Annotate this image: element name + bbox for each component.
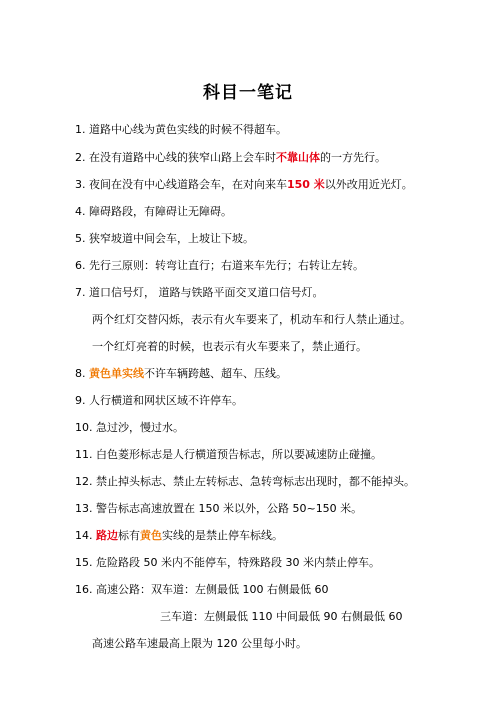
note-3 (75, 178, 413, 192)
note-15: 15. 危险路段 50 米内不能停车，特殊路段 30 米内禁止停车。 (75, 556, 380, 569)
note-8-text-a: 8. (75, 367, 89, 380)
note-6: 6. 先行三原则：转弯让直行；右道来车先行；右转让左转。 (75, 259, 364, 272)
note-16: 16. 高速公路：双车道：左侧最低 100 右侧最低 60 (75, 583, 329, 596)
note-14-highlight-1: 路边 (96, 529, 118, 542)
note-1: 1. 道路中心线为黄色实线的时候不得超车。 (75, 123, 287, 136)
note-5: 5. 狭窄坡道中间会车，上坡让下坡。 (75, 232, 254, 245)
note-12: 12. 禁止掉头标志、禁止左转标志、急转弯标志出现时，都不能掉头。 (75, 475, 415, 488)
note-9: 9. 人行横道和网状区域不许停车。 (75, 394, 243, 407)
note-13: 13. 警告标志高速放置在 150 米以外，公路 50~150 米。 (75, 502, 363, 515)
note-8 (75, 367, 287, 381)
note-2-highlight: 不靠山体 (276, 151, 320, 164)
note-16-detail-2: 高速公路车速最高上限为 120 公里每小时。 (92, 637, 307, 650)
note-8-highlight: 黄色单实线 (89, 367, 144, 380)
note-10: 10. 急过沙，慢过水。 (75, 421, 184, 434)
note-7-detail-1: 两个红灯交替闪烁，表示有火车要来了，机动车和行人禁止通过。 (92, 313, 411, 326)
note-14 (75, 529, 283, 543)
note-2 (75, 151, 386, 165)
note-14-text-e: 实线的是禁止停车标线。 (162, 529, 283, 542)
note-16-detail-1: 三车道：左侧最低 110 中间最低 90 右侧最低 60 (160, 610, 403, 623)
note-14-text-c: 标有 (118, 529, 140, 542)
note-8-text-c: 不许车辆跨越、超车、压线。 (144, 367, 287, 380)
note-7-detail-2: 一个红灯亮着的时候，也表示有火车要来了，禁止通行。 (92, 340, 367, 353)
note-2-text-a: 2. 在没有道路中心线的狭窄山路上会车时 (75, 151, 276, 164)
note-4: 4. 障碍路段，有障碍让无障碍。 (75, 205, 232, 218)
note-14-highlight-2: 黄色 (140, 529, 162, 542)
page-title: 科目一笔记 (203, 83, 293, 103)
note-3-text-a: 3. 夜间在没有中心线道路会车，在对向来车 (75, 178, 287, 191)
note-7: 7. 道口信号灯， 道路与铁路平面交叉道口信号灯。 (75, 286, 324, 299)
note-2-text-c: 的一方先行。 (320, 151, 386, 164)
note-11: 11. 白色菱形标志是人行横道预告标志，所以要减速防止碰撞。 (75, 448, 382, 461)
note-3-highlight: 150 米 (287, 178, 325, 191)
note-3-text-c: 以外改用近光灯。 (324, 178, 413, 191)
note-14-text-a: 14. (75, 529, 96, 542)
